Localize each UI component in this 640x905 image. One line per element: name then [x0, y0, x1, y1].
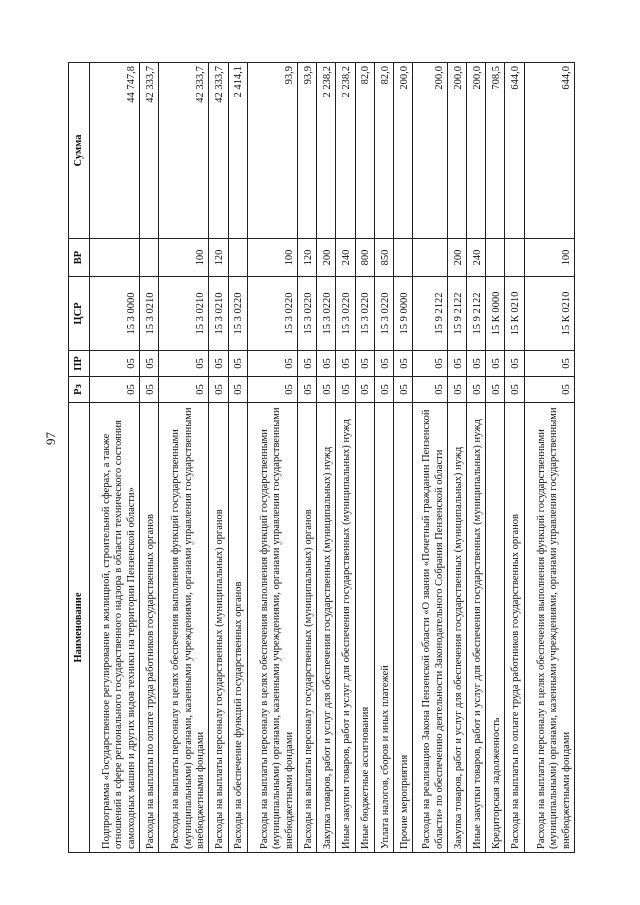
- cell-name: Расходы на выплаты персоналу в целях обеспечения выполнения функций государственными (муниципальными) органами, казенными учреждениями, органами управления государственными внебюджетными фондами: [524, 403, 574, 853]
- table-row: [297, 63, 316, 853]
- cell-rz: 05: [247, 377, 297, 403]
- cell-rz: 05: [336, 377, 355, 403]
- cell-pr: 05: [505, 351, 524, 377]
- table-row: [374, 63, 393, 853]
- cell-sum: 93,9: [247, 63, 297, 239]
- cell-vr: 100: [159, 239, 209, 277]
- cell-sum: 200,0: [447, 63, 466, 239]
- cell-rz: 05: [394, 377, 413, 403]
- cell-pr: 05: [467, 351, 486, 377]
- cell-sum: 2 238,2: [317, 63, 336, 239]
- table-header-row: [69, 63, 90, 853]
- cell-pr: 05: [413, 351, 448, 377]
- cell-sum: 2 238,2: [336, 63, 355, 239]
- cell-pr: 05: [247, 351, 297, 377]
- cell-sum: 82,0: [355, 63, 374, 239]
- table-row: [486, 63, 505, 853]
- cell-rz: 05: [140, 377, 159, 403]
- cell-sum: 93,9: [297, 63, 316, 239]
- cell-name: Иные закупки товаров, работ и услуг для обеспечения государственных (муниципальных) нужд: [467, 403, 486, 853]
- cell-rz: 05: [524, 377, 574, 403]
- table-row: [505, 63, 524, 853]
- cell-rz: 05: [90, 377, 140, 403]
- header-vr: ВР: [69, 239, 90, 277]
- cell-csr: 15 К 0000: [486, 277, 505, 351]
- cell-csr: 15 3 0210: [159, 277, 209, 351]
- cell-name: Расходы на выплаты по оплате труда работников государственных органов: [140, 403, 159, 853]
- table-row: [209, 63, 228, 853]
- cell-vr: 200: [317, 239, 336, 277]
- cell-sum: 42 333,7: [140, 63, 159, 239]
- table-row: [140, 63, 159, 853]
- rotated-page: [68, 63, 575, 853]
- cell-vr: 100: [524, 239, 574, 277]
- table-row: [413, 63, 448, 853]
- cell-name: Расходы на обеспечение функций государственных органов: [228, 403, 247, 853]
- cell-pr: 05: [228, 351, 247, 377]
- cell-vr: [228, 239, 247, 277]
- cell-name: Иные закупки товаров, работ и услуг для обеспечения государственных (муниципальных) нужд: [336, 403, 355, 853]
- cell-sum: 200,0: [413, 63, 448, 239]
- cell-rz: 05: [447, 377, 466, 403]
- cell-vr: [90, 239, 140, 277]
- cell-rz: 05: [505, 377, 524, 403]
- table-row: [90, 63, 140, 853]
- cell-pr: 05: [159, 351, 209, 377]
- cell-vr: 240: [467, 239, 486, 277]
- header-pr: ПР: [69, 351, 90, 377]
- cell-vr: [486, 239, 505, 277]
- cell-pr: 05: [524, 351, 574, 377]
- cell-vr: 120: [209, 239, 228, 277]
- cell-csr: 15 3 0220: [228, 277, 247, 351]
- cell-name: Прочие мероприятия: [394, 403, 413, 853]
- header-name: Наименование: [69, 403, 90, 853]
- header-rz: Рз: [69, 377, 90, 403]
- cell-csr: 15 3 0220: [247, 277, 297, 351]
- cell-csr: 15 3 0210: [140, 277, 159, 351]
- cell-name: Расходы на выплаты персоналу в целях обеспечения выполнения функций государственными (муниципальными) органами, казенными учреждениями, органами управления государственными внебюджетными фондами: [159, 403, 209, 853]
- cell-sum: 82,0: [374, 63, 393, 239]
- cell-csr: 15 3 0220: [374, 277, 393, 351]
- cell-pr: 05: [336, 351, 355, 377]
- cell-name: Кредиторская задолженность: [486, 403, 505, 853]
- cell-csr: 15 3 0220: [317, 277, 336, 351]
- cell-name: Подпрограмма «Государственное регулирование в жилищной, строительной сферах, а также отношений в сфере регионального государственного надзора в области технического состояния самоходных машин и других видов техники на территории Пензенской области»: [90, 403, 140, 853]
- cell-csr: 15 3 0210: [209, 277, 228, 351]
- cell-sum: 44 747,8: [90, 63, 140, 239]
- table-row: [159, 63, 209, 853]
- cell-sum: 200,0: [467, 63, 486, 239]
- cell-sum: 708,5: [486, 63, 505, 239]
- cell-pr: 05: [90, 351, 140, 377]
- cell-csr: 15 9 0000: [394, 277, 413, 351]
- cell-pr: 05: [486, 351, 505, 377]
- table-row: [317, 63, 336, 853]
- cell-rz: 05: [486, 377, 505, 403]
- cell-vr: 240: [336, 239, 355, 277]
- cell-name: Расходы на реализацию Закона Пензенской области «О звании «Почетный гражданин Пензенской области» по обеспечению деятельности Законодательного Собрания Пензенской области: [413, 403, 448, 853]
- cell-name: Закупка товаров, работ и услуг для обеспечения государственных (муниципальных) нужд: [317, 403, 336, 853]
- cell-pr: 05: [297, 351, 316, 377]
- table-row: [394, 63, 413, 853]
- cell-pr: 05: [209, 351, 228, 377]
- cell-sum: 42 333,7: [209, 63, 228, 239]
- cell-sum: 2 414,1: [228, 63, 247, 239]
- cell-rz: 05: [413, 377, 448, 403]
- cell-pr: 05: [394, 351, 413, 377]
- cell-rz: 05: [355, 377, 374, 403]
- cell-name: Расходы на выплаты персоналу в целях обеспечения выполнения функций государственными (муниципальными) органами, казенными учреждениями, органами управления государственными внебюджетными фондами: [247, 403, 297, 853]
- page-number: 97: [43, 432, 58, 445]
- cell-pr: 05: [447, 351, 466, 377]
- cell-rz: 05: [159, 377, 209, 403]
- cell-csr: 15 9 2122: [467, 277, 486, 351]
- cell-vr: [394, 239, 413, 277]
- cell-sum: 42 333,7: [159, 63, 209, 239]
- cell-vr: 800: [355, 239, 374, 277]
- cell-csr: 15 3 0000: [90, 277, 140, 351]
- table-row: [228, 63, 247, 853]
- cell-vr: 850: [374, 239, 393, 277]
- cell-sum: 644,0: [524, 63, 574, 239]
- cell-name: Иные бюджетные ассигнования: [355, 403, 374, 853]
- cell-csr: 15 3 0220: [297, 277, 316, 351]
- table-row: [336, 63, 355, 853]
- cell-pr: 05: [140, 351, 159, 377]
- cell-rz: 05: [209, 377, 228, 403]
- cell-vr: [140, 239, 159, 277]
- cell-vr: 100: [247, 239, 297, 277]
- cell-rz: 05: [228, 377, 247, 403]
- cell-csr: 15 9 2122: [413, 277, 448, 351]
- cell-sum: 200,0: [394, 63, 413, 239]
- cell-name: Закупка товаров, работ и услуг для обеспечения государственных (муниципальных) нужд: [447, 403, 466, 853]
- cell-csr: 15 3 0220: [355, 277, 374, 351]
- budget-table: [68, 62, 575, 853]
- cell-rz: 05: [317, 377, 336, 403]
- header-csr: ЦСР: [69, 277, 90, 351]
- cell-vr: 120: [297, 239, 316, 277]
- header-sum: Сумма: [69, 63, 90, 239]
- cell-name: Расходы на выплаты по оплате труда работников государственных органов: [505, 403, 524, 853]
- cell-csr: 15 К 0210: [524, 277, 574, 351]
- table-row: [355, 63, 374, 853]
- cell-csr: 15 9 2122: [447, 277, 466, 351]
- cell-rz: 05: [297, 377, 316, 403]
- table-row: [524, 63, 574, 853]
- table-row: [447, 63, 466, 853]
- cell-vr: [413, 239, 448, 277]
- cell-pr: 05: [374, 351, 393, 377]
- cell-name: Расходы на выплаты персоналу государственных (муниципальных) органов: [297, 403, 316, 853]
- cell-pr: 05: [355, 351, 374, 377]
- cell-name: Уплата налогов, сборов и иных платежей: [374, 403, 393, 853]
- cell-pr: 05: [317, 351, 336, 377]
- cell-name: Расходы на выплаты персоналу государственных (муниципальных) органов: [209, 403, 228, 853]
- cell-csr: 15 3 0220: [336, 277, 355, 351]
- cell-rz: 05: [374, 377, 393, 403]
- table-row: [247, 63, 297, 853]
- cell-rz: 05: [467, 377, 486, 403]
- cell-csr: 15 К 0210: [505, 277, 524, 351]
- table-row: [467, 63, 486, 853]
- cell-vr: [505, 239, 524, 277]
- cell-sum: 644,0: [505, 63, 524, 239]
- cell-vr: 200: [447, 239, 466, 277]
